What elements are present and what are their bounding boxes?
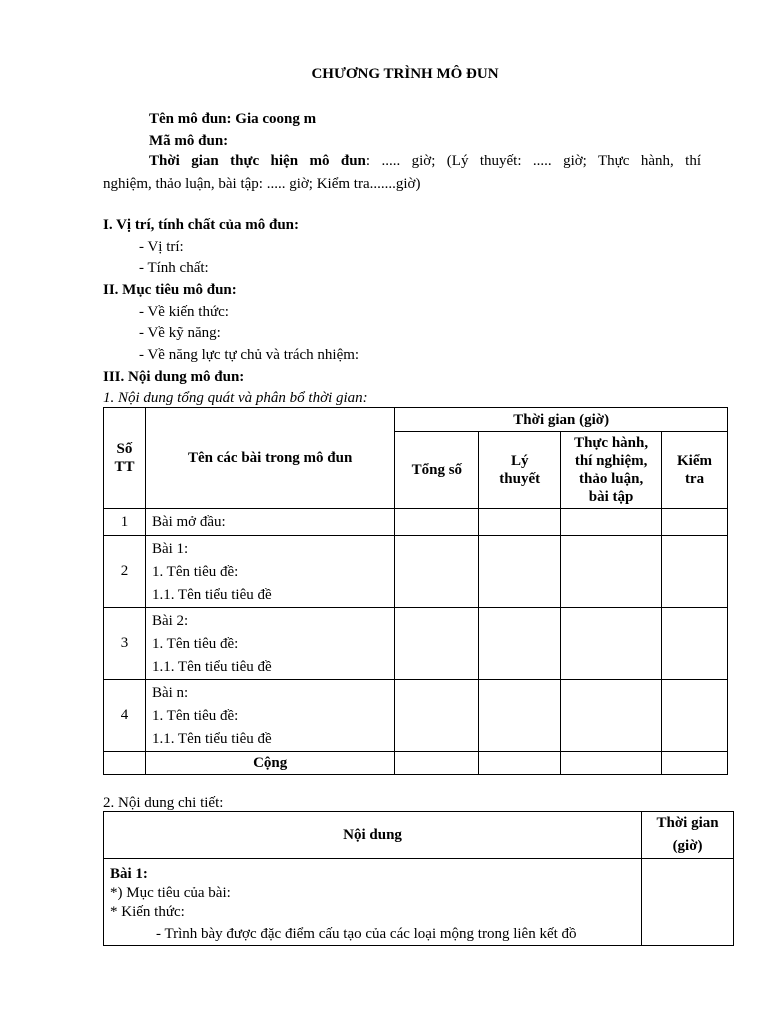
row-lesson-cell — [145, 536, 394, 608]
module-name-value: Gia coong m — [231, 111, 317, 127]
practice-cell — [561, 608, 662, 680]
total-label: Cộng — [145, 752, 394, 775]
header-no-line2: TT — [114, 459, 135, 475]
lesson-line: 1. Tên tiêu đề: — [151, 708, 239, 724]
lesson-line: 1.1. Tên tiểu tiêu đề — [151, 587, 272, 603]
header-time — [642, 812, 734, 859]
header-theory-line1: Lý — [510, 453, 529, 469]
lesson-line: 1.1. Tên tiểu tiêu đề — [151, 731, 272, 747]
lesson-line: Bài 1: — [151, 541, 189, 557]
header-practice — [561, 432, 662, 509]
practice-cell — [561, 752, 662, 775]
detailed-content-table — [103, 811, 734, 946]
section2-item-knowledge: - Về kiến thức: — [139, 304, 229, 320]
lesson-time-cell — [642, 859, 734, 946]
time-allocation-table — [103, 407, 728, 775]
theory-cell — [479, 752, 561, 775]
lesson-line: Bài n: — [151, 685, 189, 701]
module-code-label: Mã mô đun: — [149, 133, 229, 149]
row-lesson-cell — [145, 509, 394, 536]
table-row — [104, 509, 728, 536]
objective-line: *) Mục tiêu của bài: — [110, 885, 231, 901]
total-cell — [395, 608, 479, 680]
header-test-line1: Kiểm — [677, 453, 713, 469]
header-time-line2: (giờ) — [672, 838, 703, 854]
header-time-line1: Thời gian — [656, 815, 719, 831]
row-number: 4 — [104, 680, 146, 752]
row-number: 2 — [104, 536, 146, 608]
row-number: 1 — [104, 509, 146, 536]
header-theory — [479, 432, 561, 509]
section3-sub1-heading: 1. Nội dung tổng quát và phân bổ thời gian: — [103, 390, 368, 406]
header-test-line2: tra — [684, 471, 705, 487]
section2-item-skills: - Về kỹ năng: — [139, 325, 221, 341]
knowledge-line: * Kiến thức: — [110, 904, 185, 920]
lesson-line: Bài mở đầu: — [151, 514, 226, 530]
practice-cell — [561, 509, 662, 536]
row-lesson-cell — [145, 680, 394, 752]
theory-cell — [479, 608, 561, 680]
section3-sub2-heading: 2. Nội dung chi tiết: — [103, 795, 224, 811]
table-row — [104, 859, 734, 946]
header-practice-line3: thảo luận, — [579, 471, 644, 487]
test-cell — [662, 752, 728, 775]
header-content: Nội dung — [104, 812, 642, 859]
duration-line-1 — [103, 150, 701, 173]
module-name-line — [149, 110, 316, 128]
header-practice-line1: Thực hành, — [574, 435, 649, 451]
total-cell — [395, 509, 479, 536]
header-no-line1: Số — [116, 441, 133, 457]
test-cell — [662, 536, 728, 608]
total-cell — [395, 752, 479, 775]
header-practice-line2: thí nghiệm, — [574, 453, 648, 469]
theory-cell — [479, 509, 561, 536]
row-lesson-cell — [145, 608, 394, 680]
theory-cell — [479, 680, 561, 752]
table-row — [104, 680, 728, 752]
module-name-label: Tên mô đun: — [149, 111, 232, 127]
document-title: CHƯƠNG TRÌNH MÔ ĐUN — [311, 66, 499, 82]
section2-heading: II. Mục tiêu mô đun: — [103, 282, 237, 298]
total-cell — [395, 680, 479, 752]
header-total: Tổng số — [395, 432, 479, 509]
test-cell — [662, 509, 728, 536]
header-lesson-name: Tên các bài trong mô đun — [145, 408, 394, 509]
header-no — [104, 408, 146, 509]
section3-heading: III. Nội dung mô đun: — [103, 369, 245, 385]
duration-line-2: nghiệm, thảo luận, bài tập: ..... giờ; Kiểm tra.......giờ) — [103, 176, 421, 192]
section1-item-position: - Vị trí: — [139, 239, 184, 255]
section1-item-nature: - Tính chất: — [139, 260, 209, 276]
lesson-line: 1. Tên tiêu đề: — [151, 564, 239, 580]
header-test — [662, 432, 728, 509]
knowledge-item: - Trình bày được đặc điểm cấu tạo của các loại mộng trong liên kết đồ — [156, 926, 577, 942]
lesson-content-cell — [104, 859, 642, 946]
section1-heading: I. Vị trí, tính chất của mô đun: — [103, 217, 299, 233]
table-row — [104, 608, 728, 680]
table-row — [104, 536, 728, 608]
practice-cell — [561, 680, 662, 752]
header-time-group: Thời gian (giờ) — [395, 408, 728, 432]
total-row — [104, 752, 728, 775]
lesson-line: 1.1. Tên tiểu tiêu đề — [151, 659, 272, 675]
total-cell — [395, 536, 479, 608]
theory-cell — [479, 536, 561, 608]
header-practice-line4: bài tập — [588, 489, 634, 505]
row-number: 3 — [104, 608, 146, 680]
duration-line-1-rest: : ..... giờ; (Lý thuyết: ..... giờ; Thực hành, thí — [365, 153, 701, 169]
test-cell — [662, 608, 728, 680]
lesson-title: Bài 1: — [110, 866, 148, 882]
lesson-line: Bài 2: — [151, 613, 189, 629]
total-row-number-cell — [104, 752, 146, 775]
lesson-line: 1. Tên tiêu đề: — [151, 636, 239, 652]
test-cell — [662, 680, 728, 752]
duration-paragraph — [103, 150, 701, 196]
header-theory-line2: thuyết — [499, 471, 541, 487]
section2-item-autonomy: - Về năng lực tự chủ và trách nhiệm: — [139, 347, 360, 363]
duration-label: Thời gian thực hiện mô đun — [149, 153, 366, 169]
practice-cell — [561, 536, 662, 608]
